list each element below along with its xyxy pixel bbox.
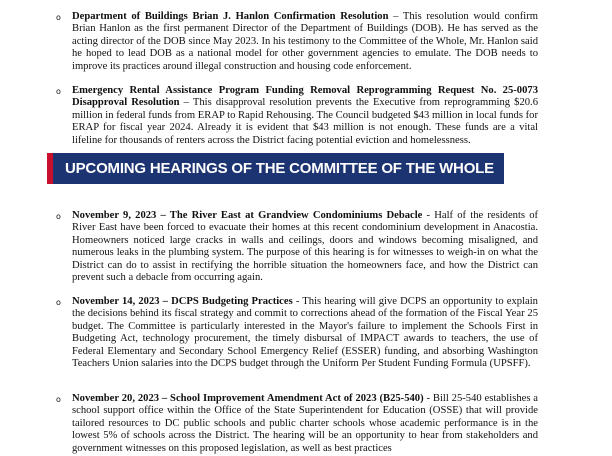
section-banner <box>47 153 504 184</box>
resolution-title: Emergency Rental Assistance Program Funding Removal Reprogramming Request No. 25-0073 Disapproval Resolution <box>72 85 538 109</box>
resolution-body: This resolution would confirm Brian Hanlon as the first permanent Director of the Department of Buildings (DOB). He has served as the acting director of the DOB since May 2023. In his testimony to the Committee of the Whole, Mr. Hanlon said he hoped to lead DOB as a national model for other government agencies to emulate. The DOB needs to improve its practices around illegal construction and housing code enforcement. <box>72 11 538 72</box>
resolution-paragraph <box>72 85 538 147</box>
hearing-body: Half of the residents of River East have been forced to evacuate their homes at this recent condominium development in Anacostia. Homeowners noticed large cracks in walls and ceilings, doors and windows becoming misaligned, and numerous leaks in the plumbing system. The purpose of this hearing is for witnesses to weigh-in on what the District can do to assist in rectifying the horrible situation the homeowners face, and how the District can prevent such a debacle from occurring again. <box>72 210 539 284</box>
separator: - <box>422 210 435 221</box>
separator: – <box>388 11 403 22</box>
bullet: o <box>56 13 61 22</box>
hearing-title: November 9, 2023 – The River East at Grandview Condominiums Debacle <box>72 210 423 221</box>
bullet: o <box>56 212 61 221</box>
resolution-title: Department of Buildings Brian J. Hanlon Confirmation Resolution <box>72 11 389 22</box>
resolution-item <box>56 85 539 147</box>
section-title: UPCOMING HEARINGS OF THE COMMITTEE OF THE WHOLE <box>65 160 494 177</box>
hearing-title: November 14, 2023 – DCPS Budgeting Practices <box>72 296 293 307</box>
hearing-item <box>56 296 538 370</box>
hearing-item <box>56 210 539 284</box>
hearing-body: This hearing will give DCPS an opportunity to explain the decisions behind its fiscal strategy and commit to corrections ahead of the formation of the Fiscal Year 25 budget. The Committee is particularly interested in the Mayor's failure to implement the Schools First in Budgeting Act, technology procurement, the timely disbursal of IMPACT awards to teachers, the use of Federal Elementary and Secondary School Emergency Relief (ESSER) funding, and absorbing Washington Teachers Union salaries into the DCPS budget through the Uniform Per Student Funding Formula (UPSFF). <box>72 296 538 370</box>
hearing-item <box>56 393 539 455</box>
hearing-title: November 20, 2023 – School Improvement Amendment Act of 2023 (B25-540) <box>72 393 424 404</box>
separator: – <box>179 97 193 109</box>
hearing-paragraph <box>72 296 538 370</box>
separator: - <box>292 296 303 307</box>
hearing-body: Bill 25-540 establishes a school support office within the Office of the State Superintendent for Education (OSSE) that will provide tailored resources to DC public schools and public charter schools whose academic performance is in the lowest 5% of schools across the District. The hearing will be an opportunity to hear from stakeholders and government witnesses on this proposed legislation, as well as best practices <box>72 393 539 454</box>
hearing-paragraph <box>72 393 538 455</box>
hearing-paragraph <box>72 210 538 284</box>
separator: - <box>423 393 433 404</box>
resolution-body: This disapproval resolution prevents the Executive from reprogramming $20.6 million in federal funds from ERAP to Rapid Rehousing. The Council budgeted $43 million in local funds for ERAP for fiscal year 2024. Already it is evident that $43 million is not enough. These funds are a vital lifeline for thousands of renters across the District facing potential eviction and homelessness. <box>72 97 539 146</box>
bullet: o <box>56 298 61 307</box>
bullet: o <box>56 395 61 404</box>
resolution-item <box>56 11 538 73</box>
bullet: o <box>56 87 61 96</box>
resolution-paragraph <box>72 11 538 73</box>
